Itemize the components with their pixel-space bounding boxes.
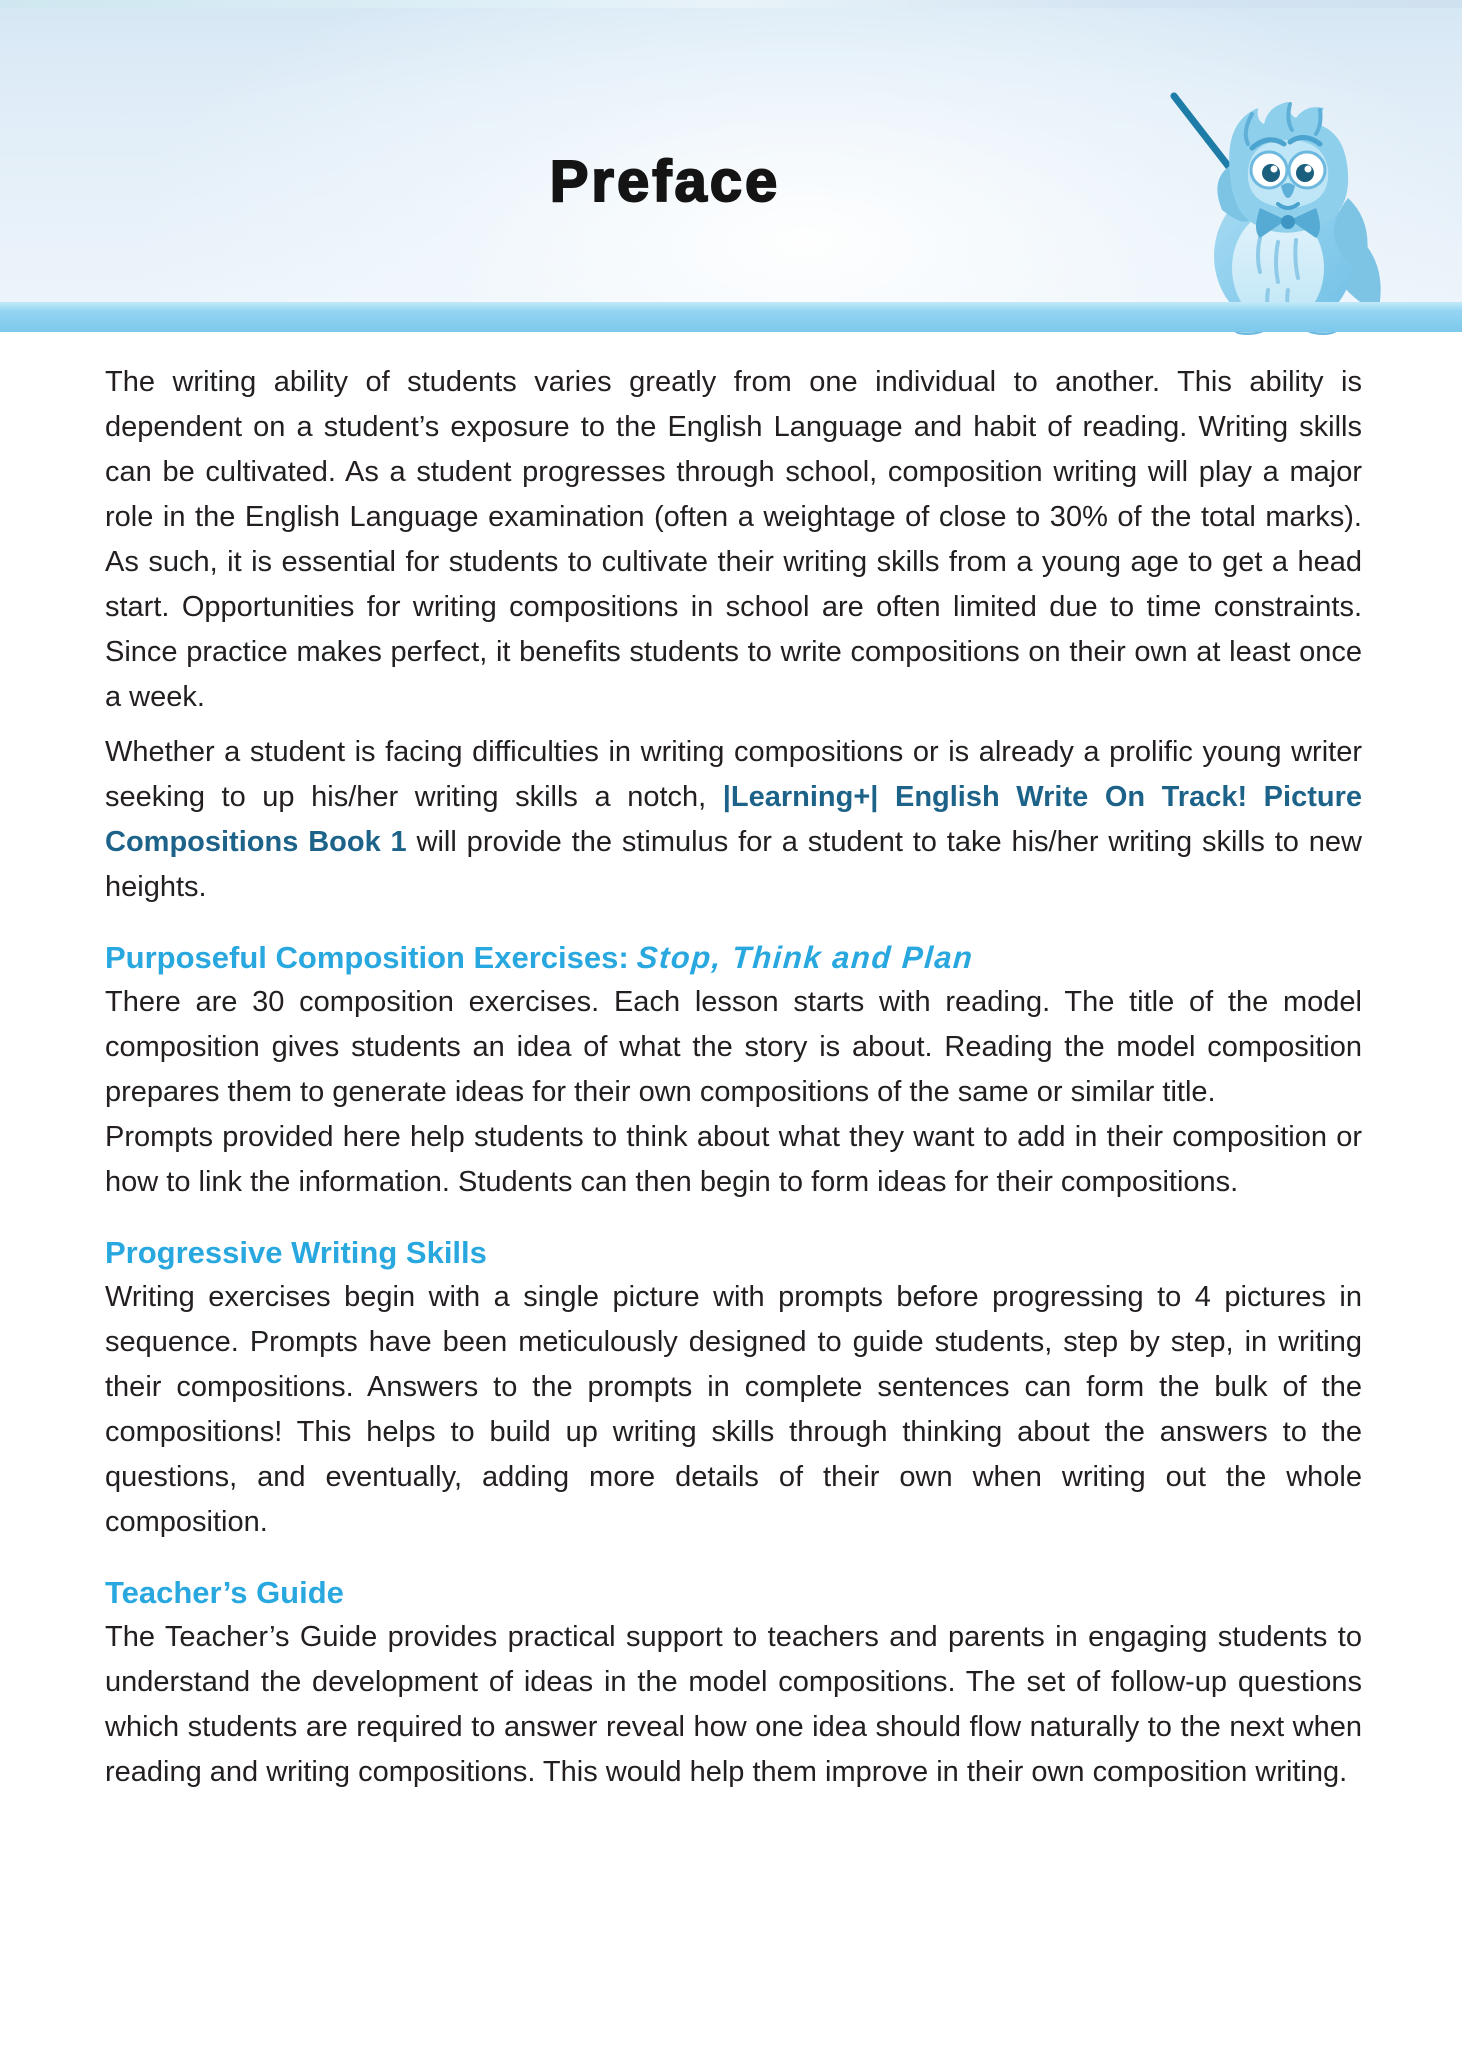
header-band bbox=[0, 302, 1462, 332]
section-heading-progressive bbox=[105, 1233, 1362, 1273]
owl-mascot-icon bbox=[1152, 78, 1414, 340]
section-heading-label: Teacher’s Guide bbox=[105, 1575, 344, 1610]
section-paragraph: Prompts provided here help students to think about what they want to add in their composition or how to link the information. Students can then begin to form ideas for their compositions. bbox=[105, 1121, 1362, 1198]
section-paragraph: Writing exercises begin with a single picture with prompts before progressing to 4 pictures in sequence. Prompts have been meticulously designed to guide students, step by step, in writing their compositions. Answers to the prompts in complete sentences can form the bulk of the compositions! This helps to build up writing skills through thinking about the answers to the questions, and eventually, adding more details of their own when writing out the whole composition. bbox=[105, 1281, 1362, 1538]
section-paragraph: There are 30 composition exercises. Each lesson starts with reading. The title of the model composition gives students an idea of what the story is about. Reading the model composition prepares them to generate ideas for their own compositions of the same or similar title. bbox=[105, 986, 1362, 1108]
section-heading-teachers-guide bbox=[105, 1573, 1362, 1613]
intro-paragraph-1: The writing ability of students varies greatly from one individual to another. This ability is dependent on a student’s exposure to the English Language and habit of reading. Writing skills can be cultivated. As a student progresses through school, composition writing will play a major role in the English Language examination (often a weightage of close to 30% of the total marks). As such, it is essential for students to cultivate their writing skills from a young age to get a head start. Opportunities for writing compositions in school are often limited due to time constraints. Since practice makes perfect, it benefits students to write compositions on their own at least once a week. bbox=[105, 366, 1362, 713]
page-content bbox=[0, 360, 1462, 1805]
section-heading-script: Stop, Think and Plan bbox=[636, 940, 976, 975]
pointer-stick bbox=[1174, 96, 1236, 176]
section-heading-purposeful bbox=[105, 938, 1362, 978]
intro-paragraph-2-text-after: will provide the stimulus for a student to take his/her writing skills to new heights. bbox=[105, 826, 1362, 903]
page-title: Preface bbox=[549, 149, 781, 214]
intro-paragraph-2-text: Whether a student is facing difficulties in writing compositions or is already a prolific young writer seeking to up his/her writing skills a notch, bbox=[105, 736, 1362, 813]
intro-paragraph-2 bbox=[105, 730, 1362, 910]
book-title-text: |Learning+| English Write On Track! Picture Compositions Book 1 bbox=[105, 781, 1362, 858]
section-paragraph: The Teacher’s Guide provides practical support to teachers and parents in engaging students to understand the development of ideas in the model compositions. The set of follow-up questions which students are required to answer reveal how one idea should flow naturally to the next when reading and writing compositions. This would help them improve in their own composition writing. bbox=[105, 1621, 1362, 1788]
section-heading-label: Progressive Writing Skills bbox=[105, 1235, 487, 1270]
section-heading-label: Purposeful Composition Exercises: bbox=[105, 940, 638, 975]
